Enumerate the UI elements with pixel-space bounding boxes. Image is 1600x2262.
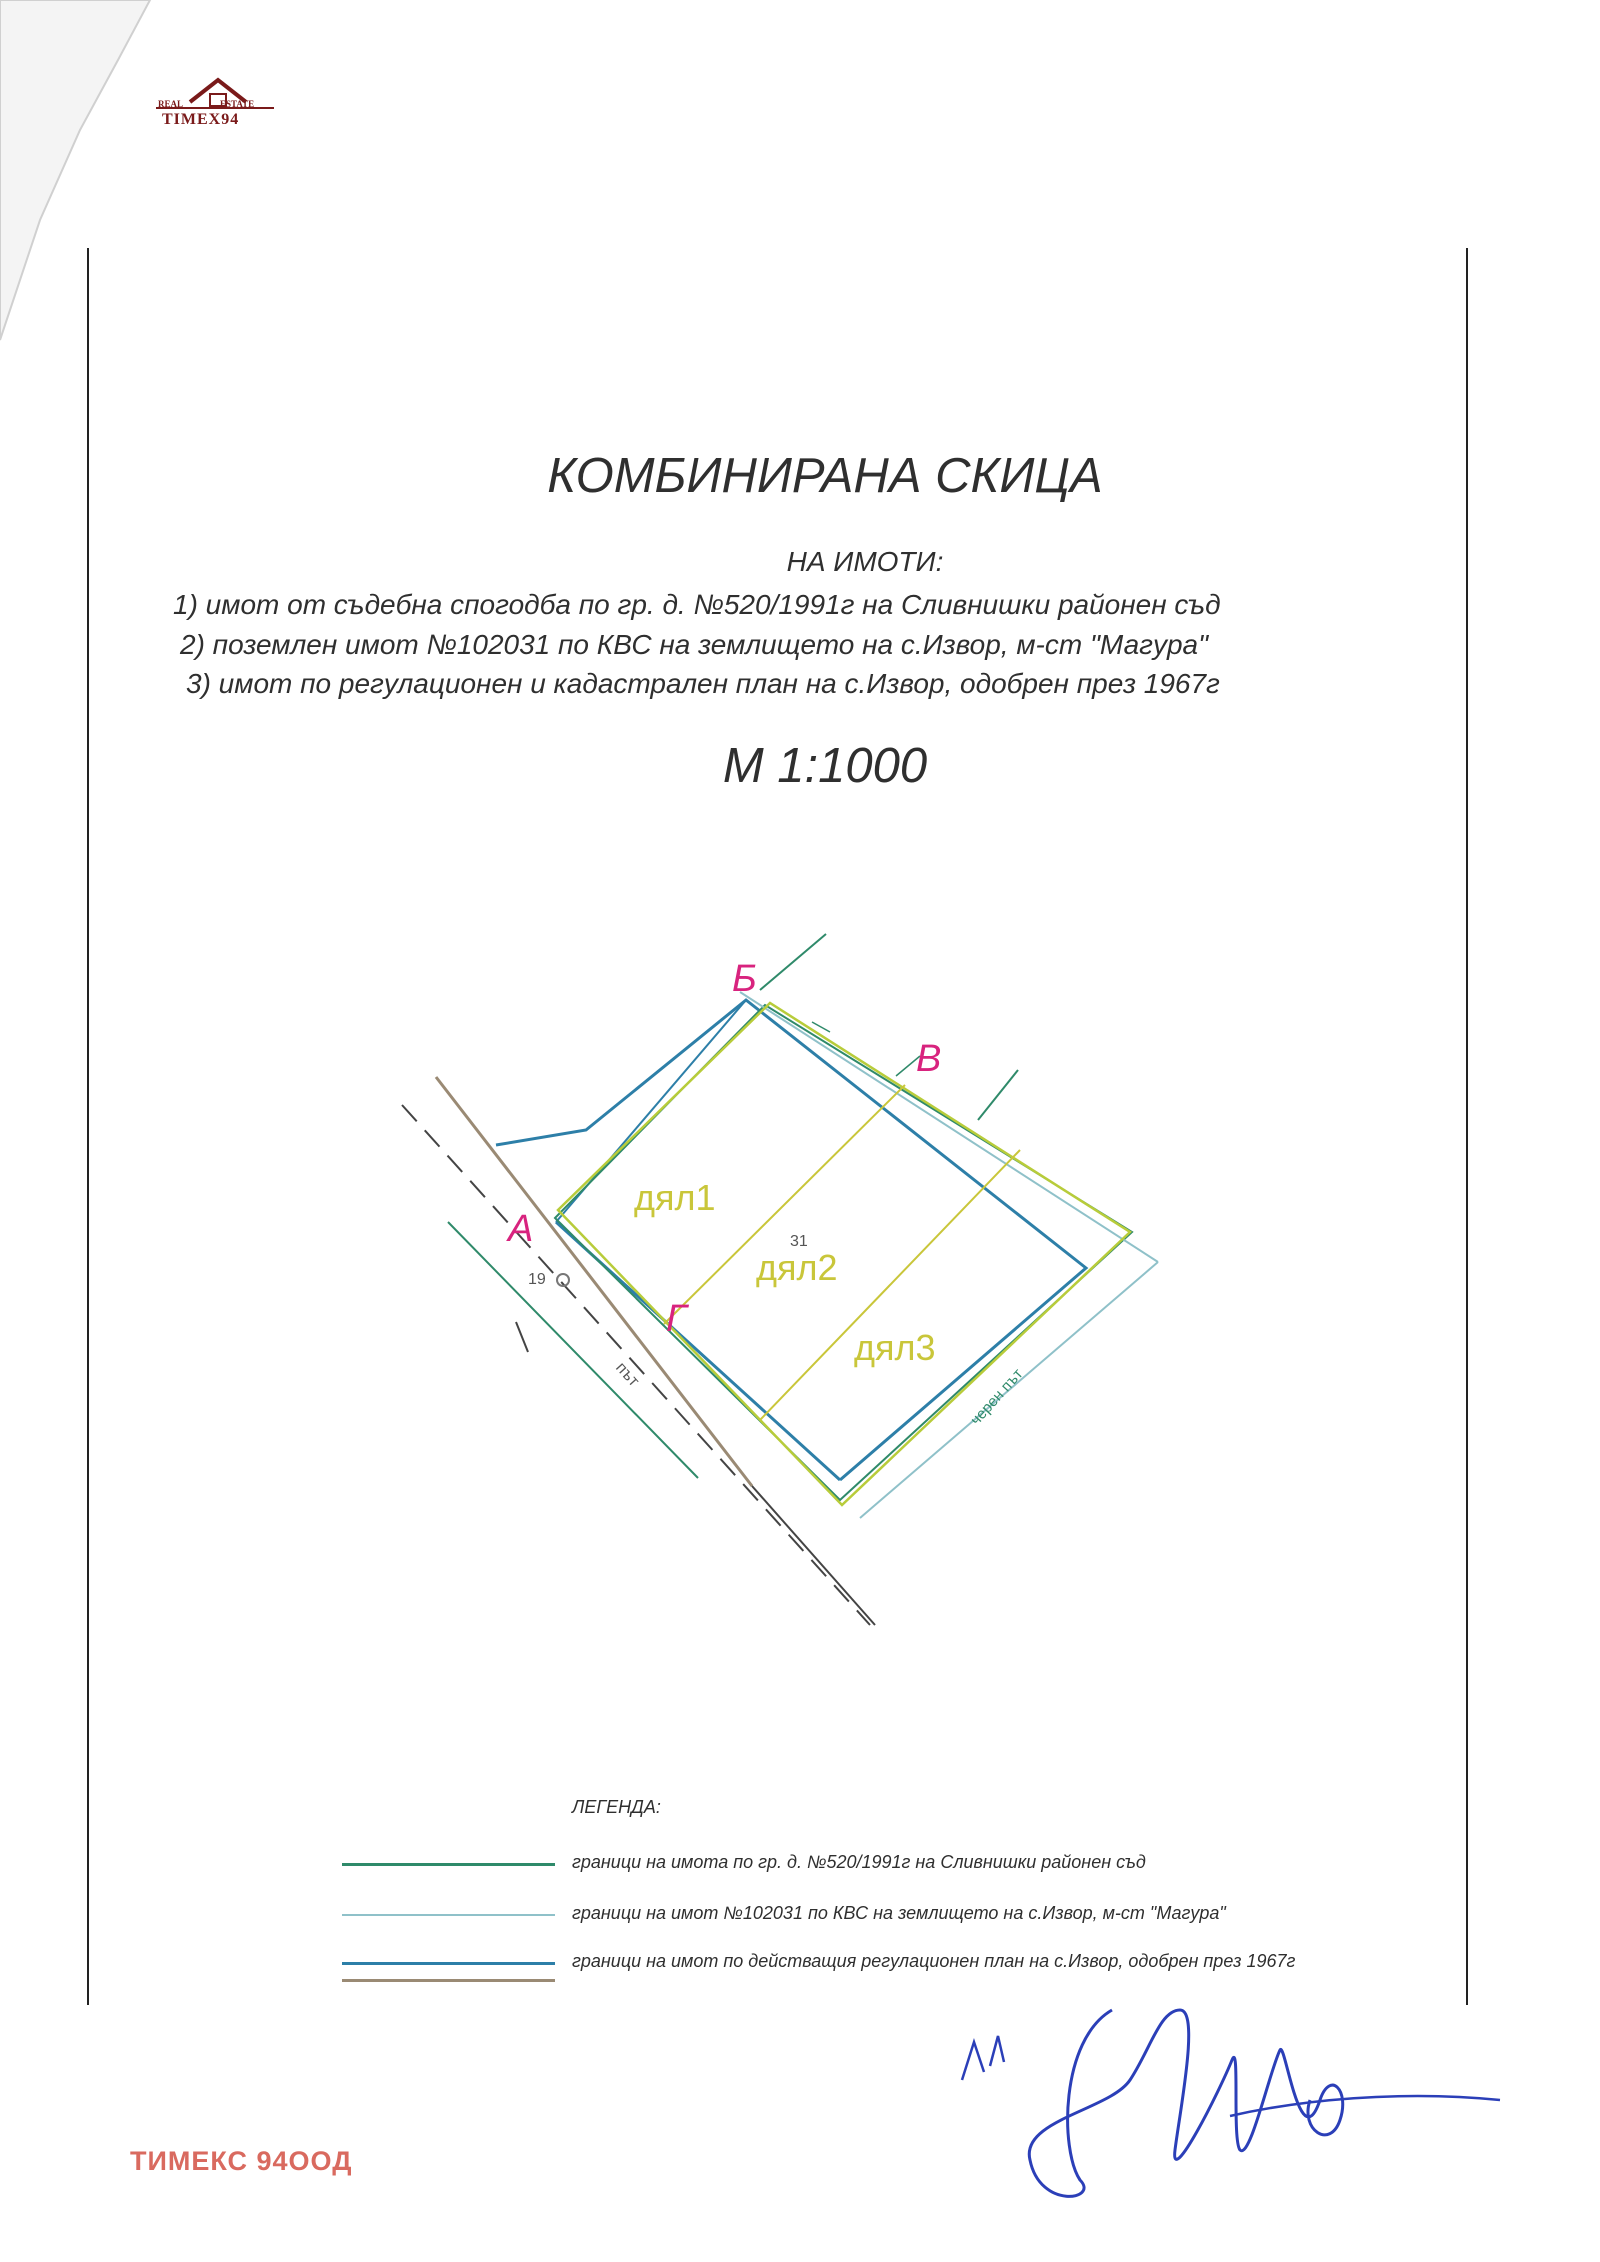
point-label-g: Г (666, 1298, 687, 1340)
parcel-number: 31 (790, 1233, 808, 1250)
logo-real-text: REAL (158, 99, 184, 109)
description-line-3: 3) имот по регулационен и кадастрален план на с.Извор, одобрен през 1967г (186, 668, 1220, 699)
point-label-b: Б (732, 958, 757, 1000)
legend-text-regulation: граници на имот по действащия регулационен план на с.Извор, одобрен през 1967г (572, 1951, 1296, 1971)
legend-title: ЛЕГЕНДА: (572, 1797, 661, 1817)
description-line-1: 1) имот от съдебна спогодба по гр. д. №520/1991г на Сливнишки районен съд (173, 589, 1221, 620)
legend-text-kvs: граници на имот №102031 по КВС на землището на с.Извор, м-ст "Магура" (572, 1903, 1226, 1923)
company-name: ТИМЕКС 94ООД (130, 2146, 353, 2176)
document-title: КОМБИНИРАНА СКИЦА (547, 449, 1103, 503)
part-1-label: дял1 (634, 1177, 716, 1218)
document-subtitle: НА ИМОТИ: (786, 546, 944, 577)
map-scale: М 1:1000 (722, 739, 928, 793)
point-label-v: В (916, 1038, 942, 1080)
logo-estate-text: ESTATE (220, 99, 255, 109)
dirt-road-label: черен път (967, 1365, 1027, 1429)
part-3-label: дял3 (854, 1327, 936, 1368)
part-2-label: дял2 (756, 1247, 838, 1288)
legend-text-court: граници на имота по гр. д. №520/1991г на Сливнишки районен съд (572, 1852, 1146, 1872)
point-label-a: А (508, 1208, 534, 1250)
description-line-2: 2) поземлен имот №102031 по КВС на землището на с.Извор, м-ст "Магура" (180, 629, 1209, 660)
neighbor-number: 19 (528, 1271, 546, 1288)
road-label: път (612, 1359, 643, 1391)
logo-name-text: TIMEX94 (162, 111, 240, 128)
